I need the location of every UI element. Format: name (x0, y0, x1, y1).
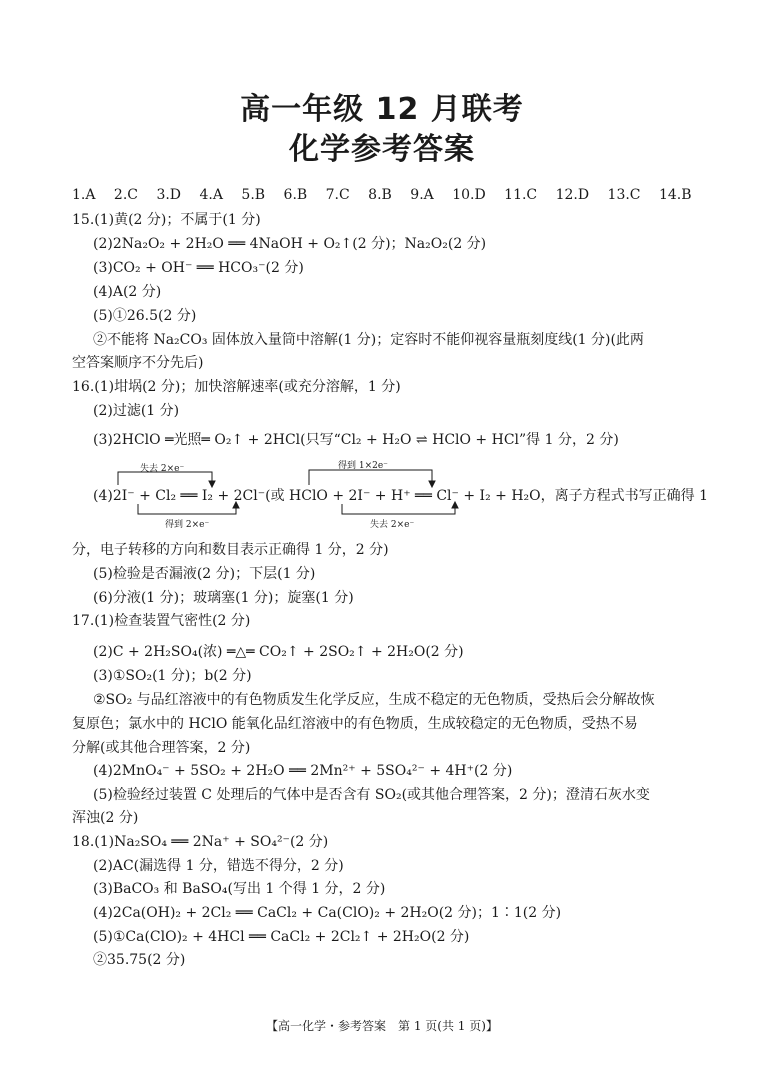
q18-3: (3)BaCO₃ 和 BaSO₄(写出 1 个得 1 分，2 分) (93, 881, 386, 897)
electron-label-lose-right: 失去 2×e⁻ (370, 520, 415, 530)
q15-2: (2)2Na₂O₂ + 2H₂O ══ 4NaOH + O₂↑(2 分)；Na₂O₂(2 分) (93, 236, 487, 252)
mcq-item: 1.A (72, 187, 96, 203)
mcq-item: 4.A (199, 187, 223, 203)
q18-5-b: ②35.75(2 分) (93, 952, 186, 968)
mcq-item: 8.B (368, 187, 392, 203)
q18-5: (5)①Ca(ClO)₂ + 4HCl ══ CaCl₂ + 2Cl₂↑ + 2H₂O(2 分) (93, 929, 470, 945)
q16-3: (3)2HClO ═光照═ O₂↑ + 2HCl(只写“Cl₂ + H₂O ⇌ HClO + HCl”得 1 分，2 分) (93, 432, 619, 448)
q16-4-cont: 分，电子转移的方向和数目表示正确得 1 分，2 分) (72, 542, 389, 558)
q17-5: (5)检验经过装置 C 处理后的气体中是否含有 SO₂(或其他合理答案，2 分)；澄清石灰水变 (93, 787, 650, 803)
q18-4: (4)2Ca(OH)₂ + 2Cl₂ ══ CaCl₂ + Ca(ClO)₂ + 2H₂O(2 分)；1∶1(2 分) (93, 905, 562, 921)
q17-2: (2)C + 2H₂SO₄(浓) ═△═ CO₂↑ + 2SO₂↑ + 2H₂O(2 分) (93, 644, 464, 660)
mcq-item: 9.A (410, 187, 434, 203)
q16-2: (2)过滤(1 分) (93, 403, 180, 419)
mcq-item: 5.B (241, 187, 266, 203)
q15-5-note: ②不能将 Na₂CO₃ 固体放入量筒中溶解(1 分)；定容时不能仰视容量瓶刻度线(1 分)(此两 (93, 332, 644, 348)
q17-1: 17.(1)检查装置气密性(2 分) (72, 613, 251, 629)
q15-3: (3)CO₂ + OH⁻ ══ HCO₃⁻(2 分) (93, 260, 304, 276)
q16-6: (6)分液(1 分)；玻璃塞(1 分)；旋塞(1 分) (93, 590, 354, 606)
q17-3-explain-cont: 复原色；氯水中的 HClO 能氧化品红溶液中的有色物质，生成较稳定的无色物质，受热不易 (72, 716, 638, 732)
mcq-item: 7.C (325, 187, 350, 203)
q17-3-explain-cont2: 分解(或其他合理答案，2 分) (72, 740, 251, 756)
q16-4: (4)2I⁻ + Cl₂ ══ I₂ + 2Cl⁻(或 HClO + 2I⁻ + H⁺ ══ Cl⁻ + I₂ + H₂O，离子方程式书写正确得 1 (93, 488, 708, 504)
electron-label-gain-left: 得到 2×e⁻ (165, 520, 210, 530)
q15-4: (4)A(2 分) (93, 284, 162, 300)
mcq-item: 12.D (555, 187, 590, 203)
q16-1: 16.(1)坩埚(2 分)；加快溶解速率(或充分溶解，1 分) (72, 379, 401, 395)
q17-5-cont: 浑浊(2 分) (72, 810, 139, 826)
q16-5: (5)检验是否漏液(2 分)；下层(1 分) (93, 566, 316, 582)
mcq-item: 10.D (452, 187, 486, 203)
q17-3-explain: ②SO₂ 与品红溶液中的有色物质发生化学反应，生成不稳定的无色物质，受热后会分解故恢 (93, 692, 655, 708)
page-title: 高一年级 12 月联考 (240, 92, 524, 127)
mcq-item: 11.C (504, 187, 538, 203)
q15-5: (5)①26.5(2 分) (93, 308, 197, 324)
mcq-item: 13.C (607, 187, 641, 203)
mcq-item: 3.D (156, 187, 182, 203)
page-subtitle: 化学参考答案 (289, 132, 475, 167)
q18-1: 18.(1)Na₂SO₄ ══ 2Na⁺ + SO₄²⁻(2 分) (72, 834, 329, 850)
page-footer: 【高一化学・参考答案 第 1 页(共 1 页)】 (266, 1019, 498, 1033)
q17-4: (4)2MnO₄⁻ + 5SO₂ + 2H₂O ══ 2Mn²⁺ + 5SO₄²⁻ + 4H⁺(2 分) (93, 763, 513, 779)
q15-5-note-cont: 空答案顺序不分先后) (72, 355, 204, 371)
electron-label-gain-right: 得到 1×2e⁻ (338, 461, 388, 471)
mcq-item: 14.B (658, 187, 692, 203)
q15-1: 15.(1)黄(2 分)；不属于(1 分) (72, 212, 261, 228)
q18-2: (2)AC(漏选得 1 分，错选不得分，2 分) (93, 858, 344, 874)
electron-label-lose-left: 失去 2×e⁻ (140, 464, 185, 474)
mcq-item: 2.C (113, 187, 138, 203)
mcq-item: 6.B (283, 187, 308, 203)
q17-3: (3)①SO₂(1 分)；b(2 分) (93, 668, 252, 684)
